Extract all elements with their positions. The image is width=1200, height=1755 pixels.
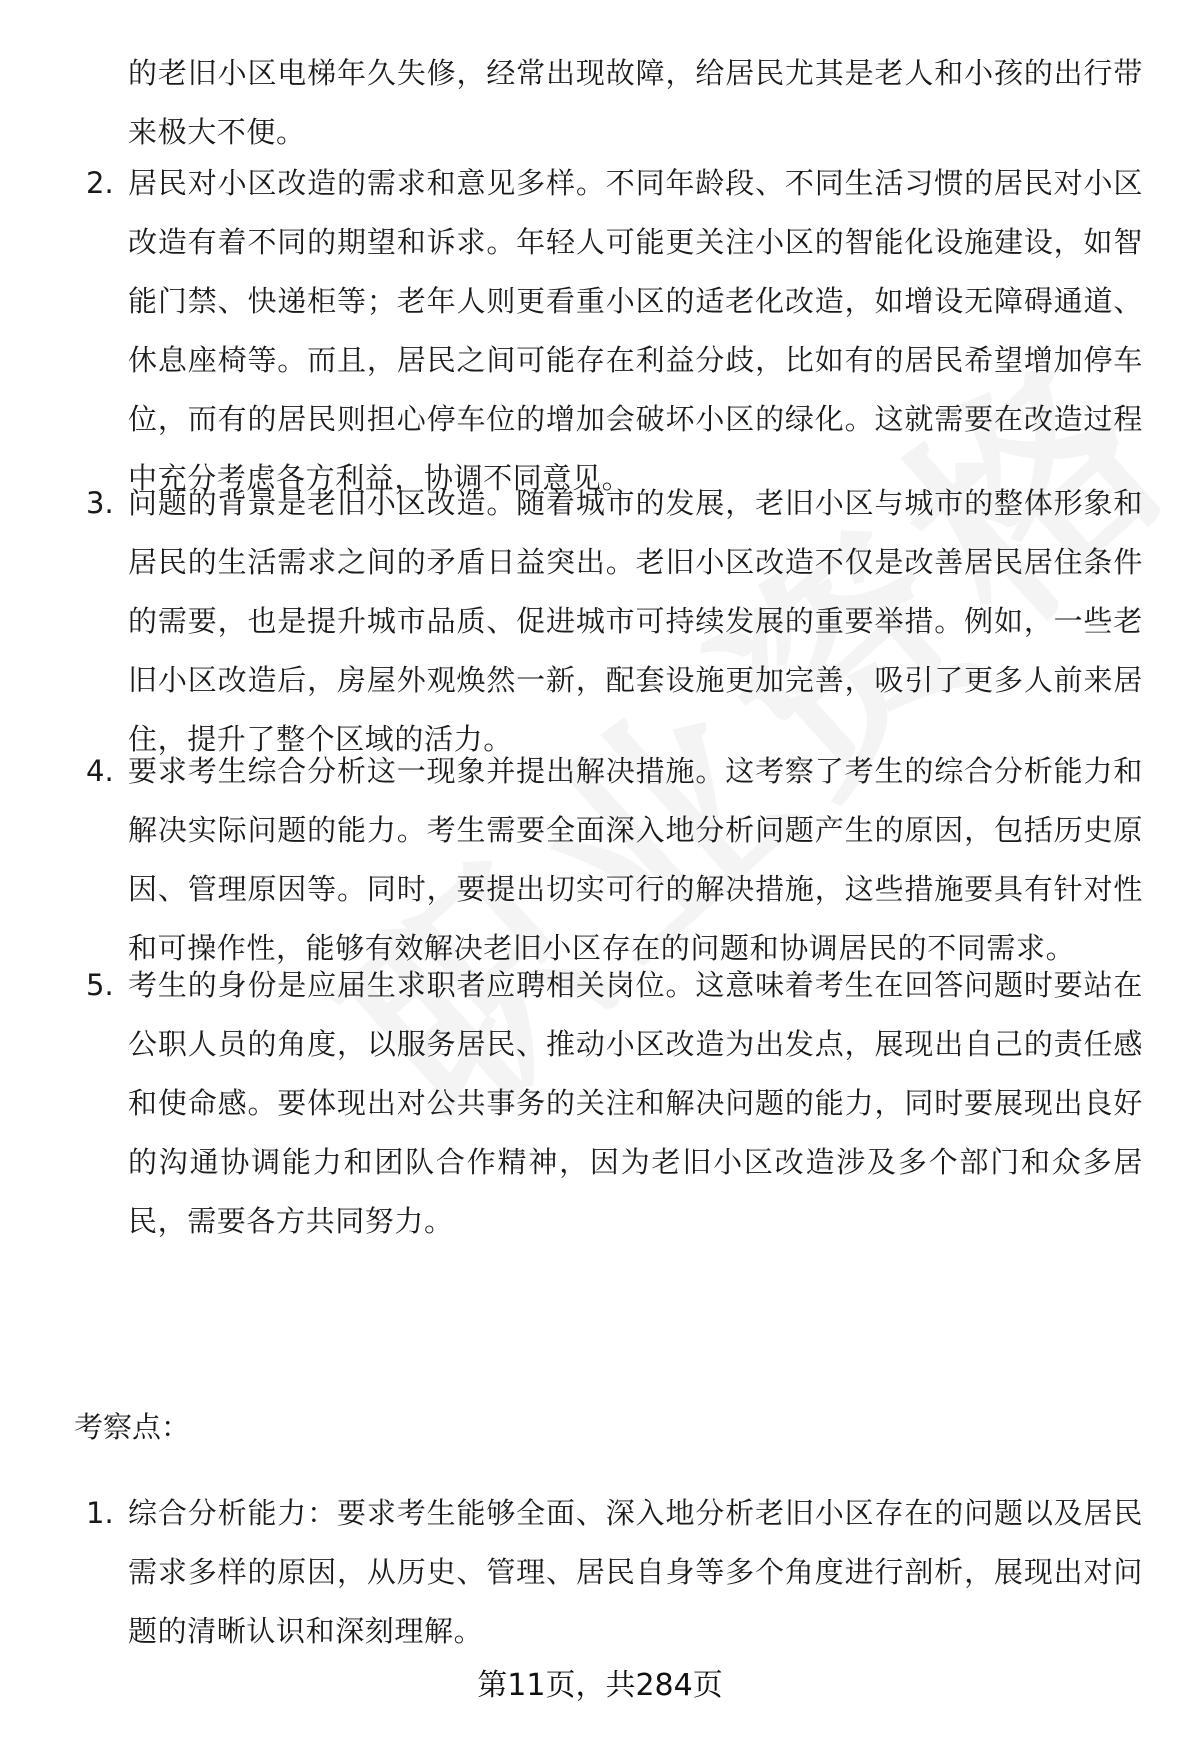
list-number: 5. [86,968,114,1002]
list-text: 考生的身份是应届生求职者应聘相关岗位。这意味着考生在回答问题时要站在公职人员的角度，以服务居民、推动小区改造为出发点，展现出自己的责任感和使命感。要体现出对公共事务的关注和解决问题的能力，同时要展现出良好的沟通协调能力和团队合作精神，因为老旧小区改造涉及多个部门和众多居民，需要各方共同努力。 [128,968,1143,1238]
list-number: 3. [86,486,114,520]
list-text: 综合分析能力：要求考生能够全面、深入地分析老旧小区存在的问题以及居民需求多样的原因，从历史、管理、居民自身等多个角度进行剖析，展现出对问题的清晰认识和深刻理解。 [128,1496,1143,1648]
list-number: 4. [86,754,114,788]
list-number: 2. [86,166,114,200]
page-footer: 第11页，共284页 [477,1668,723,1703]
list-number: 1. [86,1496,114,1530]
list-text: 问题的背景是老旧小区改造。随着城市的发展，老旧小区与城市的整体形象和居民的生活需求之间的矛盾日益突出。老旧小区改造不仅是改善居民居住条件的需要，也是提升城市品质、促进城市可持续发展的重要举措。例如，一些老旧小区改造后，房屋外观焕然一新，配套设施更加完善，吸引了更多人前来居住，提升了整个区域的活力。 [128,486,1143,756]
list-text: 要求考生综合分析这一现象并提出解决措施。这考察了考生的综合分析能力和解决实际问题的能力。考生需要全面深入地分析问题产生的原因，包括历史原因、管理原因等。同时，要提出切实可行的解决措施，这些措施要具有针对性和可操作性，能够有效解决老旧小区存在的问题和协调居民的不同需求。 [128,754,1143,965]
continuation-paragraph: 的老旧小区电梯年久失修，经常出现故障，给居民尤其是老人和小孩的出行带来极大不便。 [128,56,1143,149]
section-heading: 考察点： [74,1410,191,1444]
list-text: 居民对小区改造的需求和意见多样。不同年龄段、不同生活习惯的居民对小区改造有着不同的期望和诉求。年轻人可能更关注小区的智能化设施建设，如智能门禁、快递柜等；老年人则更看重小区的适老化改造，如增设无障碍通道、休息座椅等。而且，居民之间可能存在利益分歧，比如有的居民希望增加停车位，而有的居民则担心停车位的增加会破坏小区的绿化。这就需要在改造过程中充分考虑各方利益，协调不同意见。 [128,166,1143,495]
